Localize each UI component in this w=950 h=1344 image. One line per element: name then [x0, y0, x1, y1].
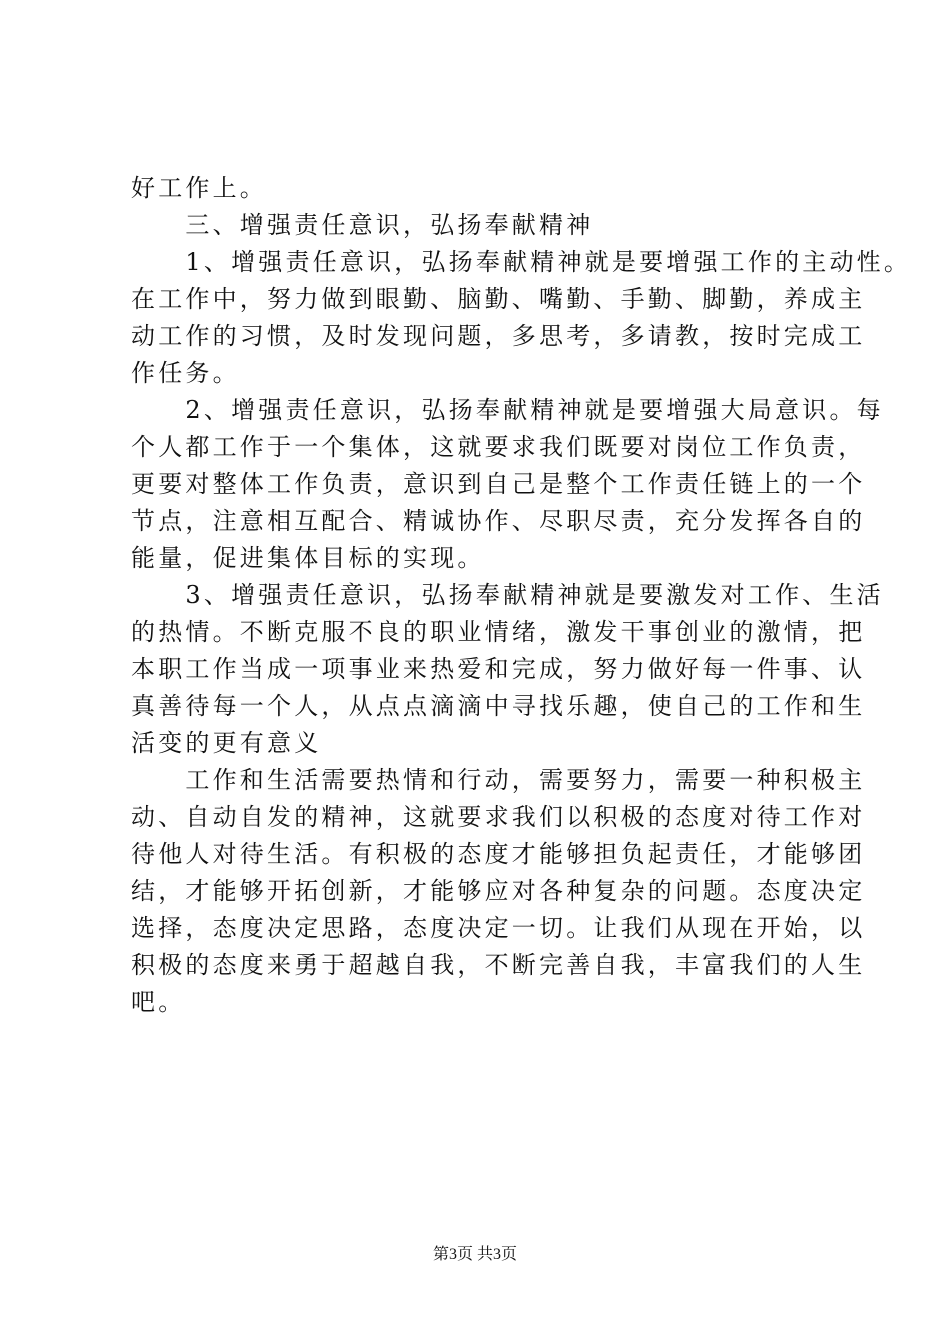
text-line: 工作和生活需要热情和行动，需要努力，需要一种积极主: [131, 766, 866, 794]
text-line: 结，才能够开拓创新，才能够应对各种复杂的问题。态度决定: [131, 877, 866, 905]
text-line: 更要对整体工作负责，意识到自己是整个工作责任链上的一个: [131, 470, 866, 498]
text-line: 个人都工作于一个集体，这就要求我们既要对岗位工作负责，: [131, 433, 866, 461]
text-line: 动、自动自发的精神，这就要求我们以积极的态度对待工作对: [131, 803, 866, 831]
text-line: 的热情。不断克服不良的职业情绪，激发干事创业的激情，把: [131, 618, 866, 646]
text-line: 吧。: [131, 988, 186, 1016]
page-number-footer: 第3页 共3页: [432, 1246, 517, 1263]
text-line: 好工作上。: [131, 174, 267, 202]
text-line: 动工作的习惯，及时发现问题，多思考，多请教，按时完成工: [131, 322, 866, 350]
text-line: 活变的更有意义: [131, 729, 322, 757]
text-line: 待他人对待生活。有积极的态度才能够担负起责任，才能够团: [131, 840, 866, 868]
document-body: [131, 170, 912, 1021]
text-line: 2、增强责任意识，弘扬奉献精神就是要增强大局意识。每: [131, 396, 884, 424]
text-line: 3、增强责任意识，弘扬奉献精神就是要激发对工作、生活: [131, 581, 884, 609]
text-line: 节点，注意相互配合、精诚协作、尽职尽责，充分发挥各自的: [131, 507, 866, 535]
section-heading: 三、增强责任意识，弘扬奉献精神: [131, 211, 594, 239]
text-line: 本职工作当成一项事业来热爱和完成，努力做好每一件事、认: [131, 655, 866, 683]
text-line: 选择，态度决定思路，态度决定一切。让我们从现在开始，以: [131, 914, 866, 942]
text-line: 能量，促进集体目标的实现。: [131, 544, 485, 572]
text-line: 积极的态度来勇于超越自我，不断完善自我，丰富我们的人生: [131, 951, 866, 979]
text-line: 作任务。: [131, 359, 240, 387]
text-line: 真善待每一个人，从点点滴滴中寻找乐趣，使自己的工作和生: [131, 692, 866, 720]
text-line: 在工作中，努力做到眼勤、脑勤、嘴勤、手勤、脚勤，养成主: [131, 285, 866, 313]
text-line: 1、增强责任意识，弘扬奉献精神就是要增强工作的主动性。: [131, 248, 912, 276]
